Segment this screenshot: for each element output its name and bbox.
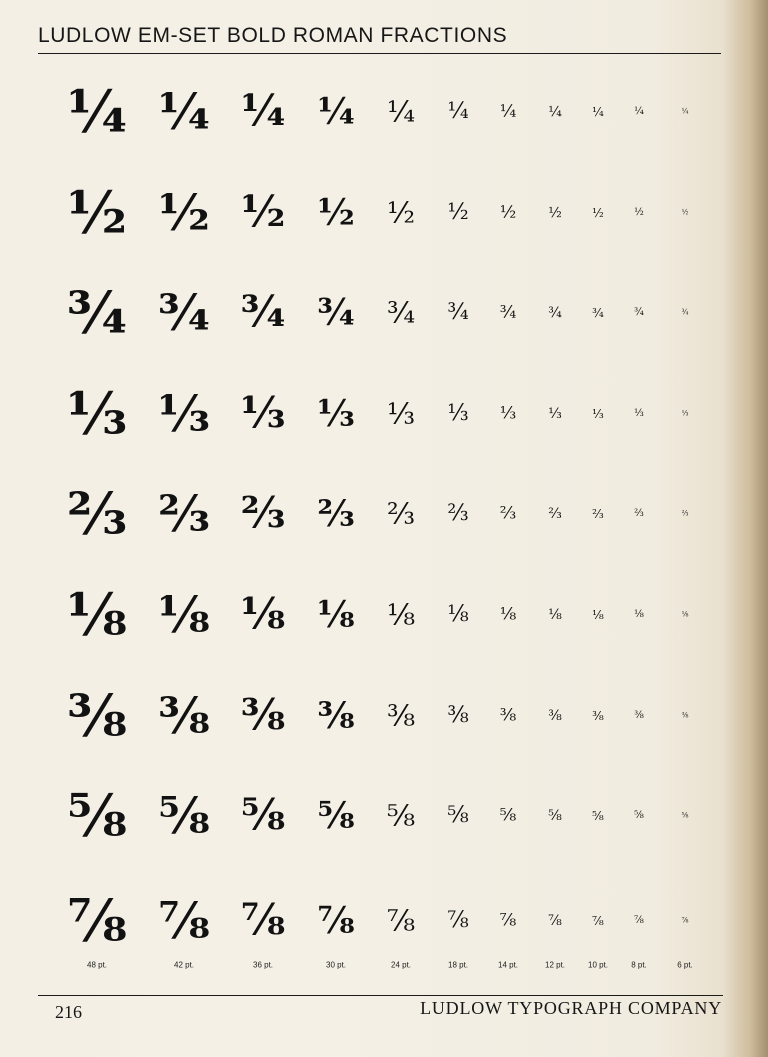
fraction-specimen: ⅛ <box>158 585 210 644</box>
fraction-specimen: ¾ <box>499 302 517 323</box>
fraction-specimen: ¼ <box>634 106 644 117</box>
fraction-specimen: ¼ <box>592 105 604 119</box>
point-size-label: 42 pt. <box>173 960 195 970</box>
fraction-specimen: ⅜ <box>240 690 286 741</box>
fraction-specimen: ⅞ <box>447 908 469 933</box>
point-size-label: 36 pt. <box>252 960 274 970</box>
fraction-specimen: ⅜ <box>548 708 562 724</box>
fraction-specimen: ⅞ <box>158 891 210 950</box>
fraction-specimen: ⅞ <box>681 916 689 925</box>
fraction-specimen: ⅞ <box>317 900 355 942</box>
fraction-specimen: ¾ <box>548 305 562 321</box>
fraction-specimen: ⅔ <box>447 501 469 526</box>
fraction-specimen: ⅜ <box>447 703 469 728</box>
fraction-specimen: ¼ <box>240 86 286 137</box>
fraction-specimen: ⅜ <box>592 709 604 723</box>
fraction-specimen: ⅔ <box>634 508 644 519</box>
fraction-specimen: ½ <box>592 206 604 220</box>
fraction-specimen: ¾ <box>157 283 211 342</box>
fraction-specimen: ¾ <box>240 287 286 338</box>
fraction-specimen: ½ <box>66 179 128 247</box>
fraction-specimen: ¾ <box>386 295 416 330</box>
fraction-specimen: ⅔ <box>317 493 355 535</box>
fraction-specimen: ⅜ <box>634 710 644 721</box>
fraction-specimen: ⅝ <box>634 810 644 821</box>
point-size-label: 12 pt. <box>544 960 566 970</box>
fraction-specimen: ⅔ <box>499 503 517 524</box>
fraction-specimen: ⅝ <box>447 803 469 828</box>
fraction-specimen: ½ <box>634 207 644 218</box>
fraction-specimen: ⅞ <box>634 915 644 926</box>
footer-rule <box>38 995 723 996</box>
fraction-specimen: ⅓ <box>548 406 562 422</box>
fraction-specimen: ½ <box>447 200 469 225</box>
fraction-specimen: ⅝ <box>681 811 689 820</box>
fraction-specimen: ⅓ <box>317 393 355 435</box>
fraction-specimen: ¾ <box>317 292 355 334</box>
point-size-label: 14 pt. <box>497 960 519 970</box>
point-size-label: 30 pt. <box>325 960 347 970</box>
fraction-specimen: ¾ <box>634 307 644 318</box>
page-title: LUDLOW EM-SET BOLD ROMAN FRACTIONS <box>38 24 508 47</box>
fraction-specimen: ⅞ <box>592 914 604 928</box>
fraction-specimen: ⅛ <box>386 597 416 632</box>
fraction-specimen: ½ <box>499 202 517 223</box>
fraction-specimen: ¼ <box>548 104 562 120</box>
fraction-specimen: ⅓ <box>499 403 517 424</box>
fraction-specimen: ½ <box>157 183 211 242</box>
fraction-specimen: ⅛ <box>548 607 562 623</box>
fraction-specimen: ⅝ <box>548 808 562 824</box>
fraction-specimen: ⅝ <box>240 790 286 841</box>
fraction-specimen: ¼ <box>317 91 355 133</box>
fraction-specimen: ⅞ <box>386 903 416 938</box>
fraction-specimen: ⅜ <box>317 695 355 737</box>
fraction-specimen: ⅜ <box>386 698 416 733</box>
fraction-specimen: ⅝ <box>499 805 517 826</box>
fraction-specimen: ¾ <box>66 279 128 347</box>
fraction-specimen: ⅔ <box>592 507 604 521</box>
fraction-specimen: ¾ <box>681 308 689 317</box>
fraction-specimen: ¼ <box>66 78 128 146</box>
fraction-specimen: ½ <box>548 205 562 221</box>
fraction-specimen: ⅔ <box>548 506 562 522</box>
fraction-specimen: ⅓ <box>634 408 644 419</box>
fraction-specimen: ¼ <box>157 82 211 141</box>
fraction-specimen: ⅜ <box>158 686 210 745</box>
fraction-specimen: ⅔ <box>681 509 689 518</box>
fraction-specimen: ½ <box>240 187 286 238</box>
footer-company-name: LUDLOW TYPOGRAPH COMPANY <box>420 998 722 1018</box>
fraction-specimen: ⅜ <box>681 711 689 720</box>
fraction-specimen: ⅝ <box>317 795 355 837</box>
fraction-specimen: ⅛ <box>681 610 689 619</box>
fraction-specimen: ⅓ <box>592 407 604 421</box>
point-size-label: 10 pt. <box>587 960 609 970</box>
fraction-specimen: ⅛ <box>447 602 469 627</box>
fraction-specimen: ⅛ <box>592 608 604 622</box>
page-number: 216 <box>55 1002 82 1022</box>
fraction-specimen: ⅛ <box>317 594 355 636</box>
fraction-specimen: ⅓ <box>386 396 416 431</box>
fraction-specimen: ¼ <box>386 94 416 129</box>
fraction-specimen: ¾ <box>447 300 469 325</box>
fraction-specimen: ⅜ <box>66 682 128 750</box>
fraction-specimen: ⅛ <box>240 589 286 640</box>
fraction-specimen: ⅛ <box>499 604 517 625</box>
fraction-specimen: ⅜ <box>499 705 517 726</box>
point-size-label: 6 pt. <box>677 960 693 970</box>
fraction-specimen: ⅞ <box>499 910 517 931</box>
fraction-specimen: ⅓ <box>681 409 689 418</box>
fraction-specimen: ⅓ <box>240 388 286 439</box>
fraction-specimen: ⅝ <box>66 782 128 850</box>
fraction-specimen: ¼ <box>499 101 517 122</box>
point-size-label: 18 pt. <box>447 960 469 970</box>
fraction-specimen: ½ <box>317 192 355 234</box>
point-size-label: 48 pt. <box>86 960 108 970</box>
fraction-specimen: ⅝ <box>386 798 416 833</box>
fraction-specimen: ⅓ <box>66 380 128 448</box>
fraction-specimen: ⅛ <box>634 609 644 620</box>
fraction-specimen: ⅞ <box>240 895 286 946</box>
fraction-specimen: ⅔ <box>240 488 286 539</box>
point-size-label: 8 pt. <box>631 960 647 970</box>
fraction-specimen: ⅝ <box>592 809 604 823</box>
fraction-specimen: ⅔ <box>66 480 128 548</box>
fraction-specimen: ¼ <box>447 99 469 124</box>
fraction-specimen: ½ <box>681 208 689 217</box>
fraction-specimen: ⅞ <box>548 913 562 929</box>
fraction-specimen: ⅓ <box>158 384 210 443</box>
fraction-specimen: ⅞ <box>66 887 128 955</box>
point-size-label: 24 pt. <box>390 960 412 970</box>
fraction-specimen: ⅛ <box>66 581 128 649</box>
fraction-specimen: ½ <box>386 195 416 230</box>
fraction-specimen: ¾ <box>592 306 604 320</box>
fraction-specimen: ⅔ <box>158 484 210 543</box>
fraction-specimen: ⅓ <box>447 401 469 426</box>
fraction-specimen: ⅝ <box>158 786 210 845</box>
fraction-specimen: ⅔ <box>386 496 416 531</box>
fraction-specimen: ¼ <box>681 107 689 116</box>
